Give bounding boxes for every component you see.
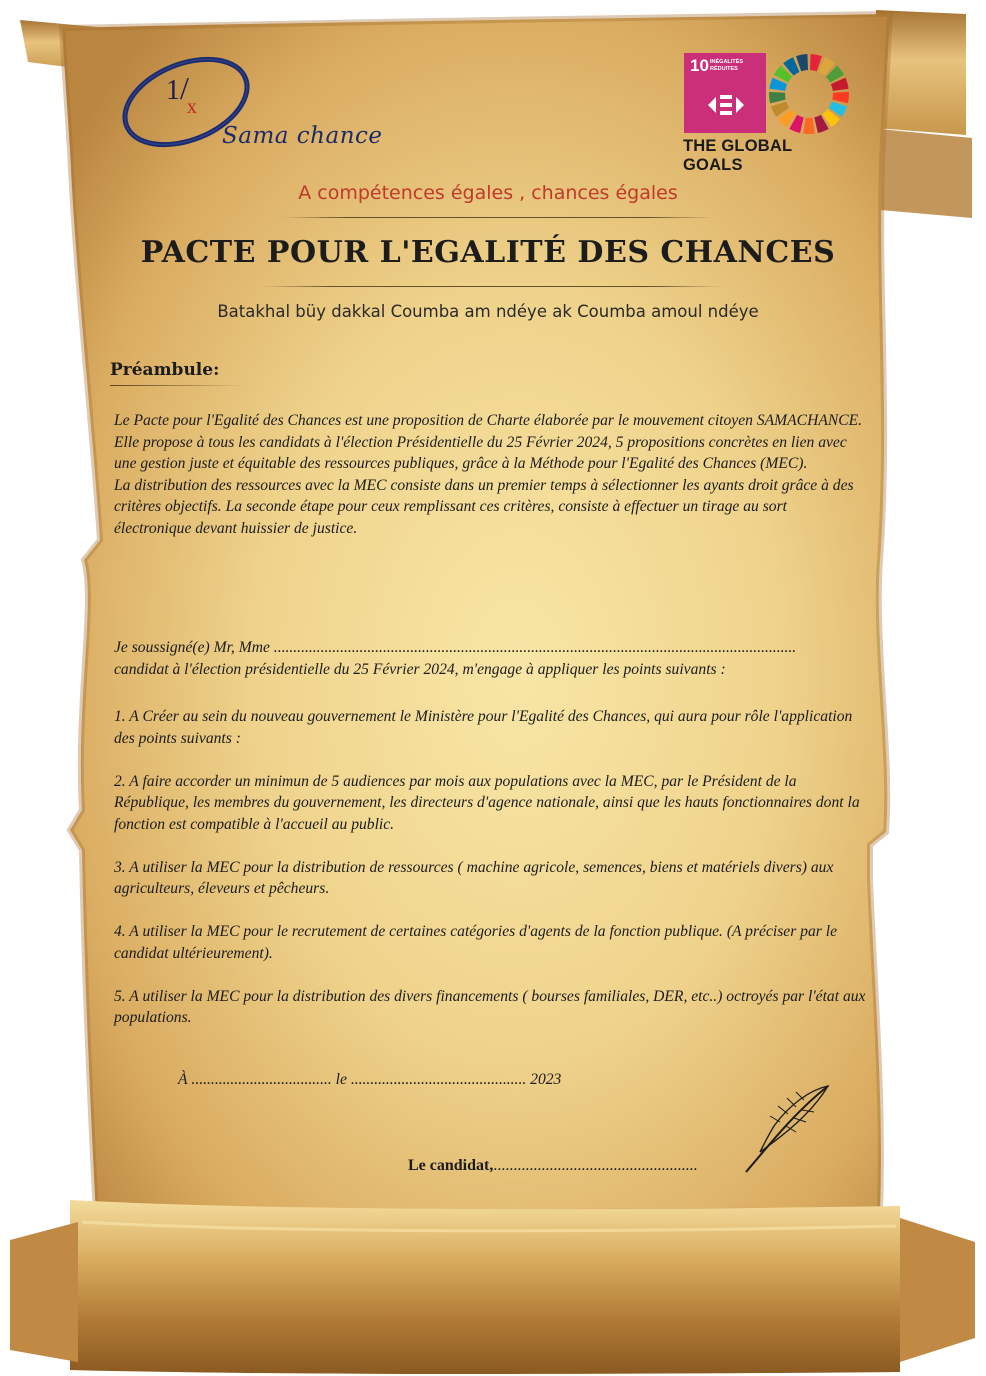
signature-label: Le candidat, xyxy=(408,1157,494,1174)
preamble-paragraph: Le Pacte pour l'Egalité des Chances est une proposition de Charte élaborée par le mouvement citoyen SAMACHANCE. xyxy=(114,412,863,429)
point-item: 1. A Créer au sein du nouveau gouvernement le Ministère pour l'Egalité des Chances, qui aura pour rôle l'application des points suivants : xyxy=(114,708,853,747)
sdg10-label-line1: INÉGALITÉS xyxy=(710,59,744,65)
logo-fraction: $1/_x$ xyxy=(166,70,197,118)
global-goals-label: THE GLOBAL GOALS xyxy=(683,137,792,174)
point-item: 4. A utiliser la MEC pour le recrutement de certaines catégories d'agents de la fonction publique. (A préciser par le candidat ultérieurement). xyxy=(114,923,837,962)
sdg-wheel-segment xyxy=(832,92,849,104)
sdg10-label xyxy=(710,59,743,72)
quill-icon xyxy=(740,1082,835,1177)
signature-dots: ................................................... xyxy=(493,1157,698,1174)
pledge-line-name: Je soussigné(e) Mr, Mme ...................................................................................................................................... xyxy=(114,639,797,656)
sdg10-number: 10 xyxy=(690,56,709,75)
page-title: PACTE POUR L'EGALITÉ DES CHANCES xyxy=(140,235,836,270)
pledge-text xyxy=(114,637,866,680)
point-item: 5. A utiliser la MEC pour la distribution des divers financements ( bourses familiales, DER, etc..) octroyés par l'état aux populations. xyxy=(114,987,866,1026)
sdg10-badge xyxy=(684,53,766,133)
sdg10-label-line2: RÉDUITES xyxy=(710,65,738,72)
sdg-wheel-icon xyxy=(768,53,850,135)
samachance-logo xyxy=(118,50,408,165)
point-item: 3. A utiliser la MEC pour la distribution de ressources ( machine agricole, semences, biens et matériels divers) aux agriculteurs, éleveurs et pêcheurs. xyxy=(114,858,834,897)
subtitle: Batakhal büy dakkal Coumba am ndéye ak Coumba amoul ndéye xyxy=(217,302,759,321)
equality-icon xyxy=(706,85,746,125)
sdg-wheel-segment xyxy=(803,118,815,134)
place-date-line: À .................................... le ............................................. 2023 xyxy=(178,1071,562,1088)
pledge-line-commitment: candidat à l'élection présidentielle du 25 Février 2024, m'engage à appliquer les points suivants : xyxy=(114,660,726,678)
divider-top xyxy=(282,217,712,218)
points-list xyxy=(114,706,866,1050)
preamble-text xyxy=(114,410,866,539)
point-item: 2. A faire accorder un minimun de 5 audiences par mois aux populations avec la MEC, par le Président de la République, les membres du gouvernement, les directeurs d'agence nationale, ainsi que les hauts fonctionnaires dont la fonction est compatible à l'accueil au public. xyxy=(114,772,860,833)
logo-fraction-top: 1 xyxy=(166,75,180,106)
sdg-wheel-segment xyxy=(769,92,786,104)
preamble-paragraph: La distribution des ressources avec la MEC consiste dans un premier temps à sélectionner les ayants droit grâce à des critères objectifs. La seconde étape pour ceux remplissant ces critères, consiste à effectuer un tirage au sort électronique devant huissier de justice. xyxy=(114,476,854,537)
logo-text: Sama chance xyxy=(222,123,383,149)
tagline: A compétences égales , chances égales xyxy=(298,182,678,204)
preamble-underline xyxy=(110,385,245,386)
preamble-paragraph: Elle propose à tous les candidats à l'élection Présidentielle du 25 Février 2024, 5 propositions concrètes en lien avec une gestion juste et équitable des ressources publiques, grâce à la Méthode pour l'Egalité des Chances (MEC). xyxy=(114,433,847,472)
signature-line xyxy=(408,1157,697,1175)
preamble-heading: Préambule: xyxy=(110,360,220,380)
logo-fraction-bottom: x xyxy=(186,96,197,118)
divider-bottom xyxy=(262,286,722,287)
